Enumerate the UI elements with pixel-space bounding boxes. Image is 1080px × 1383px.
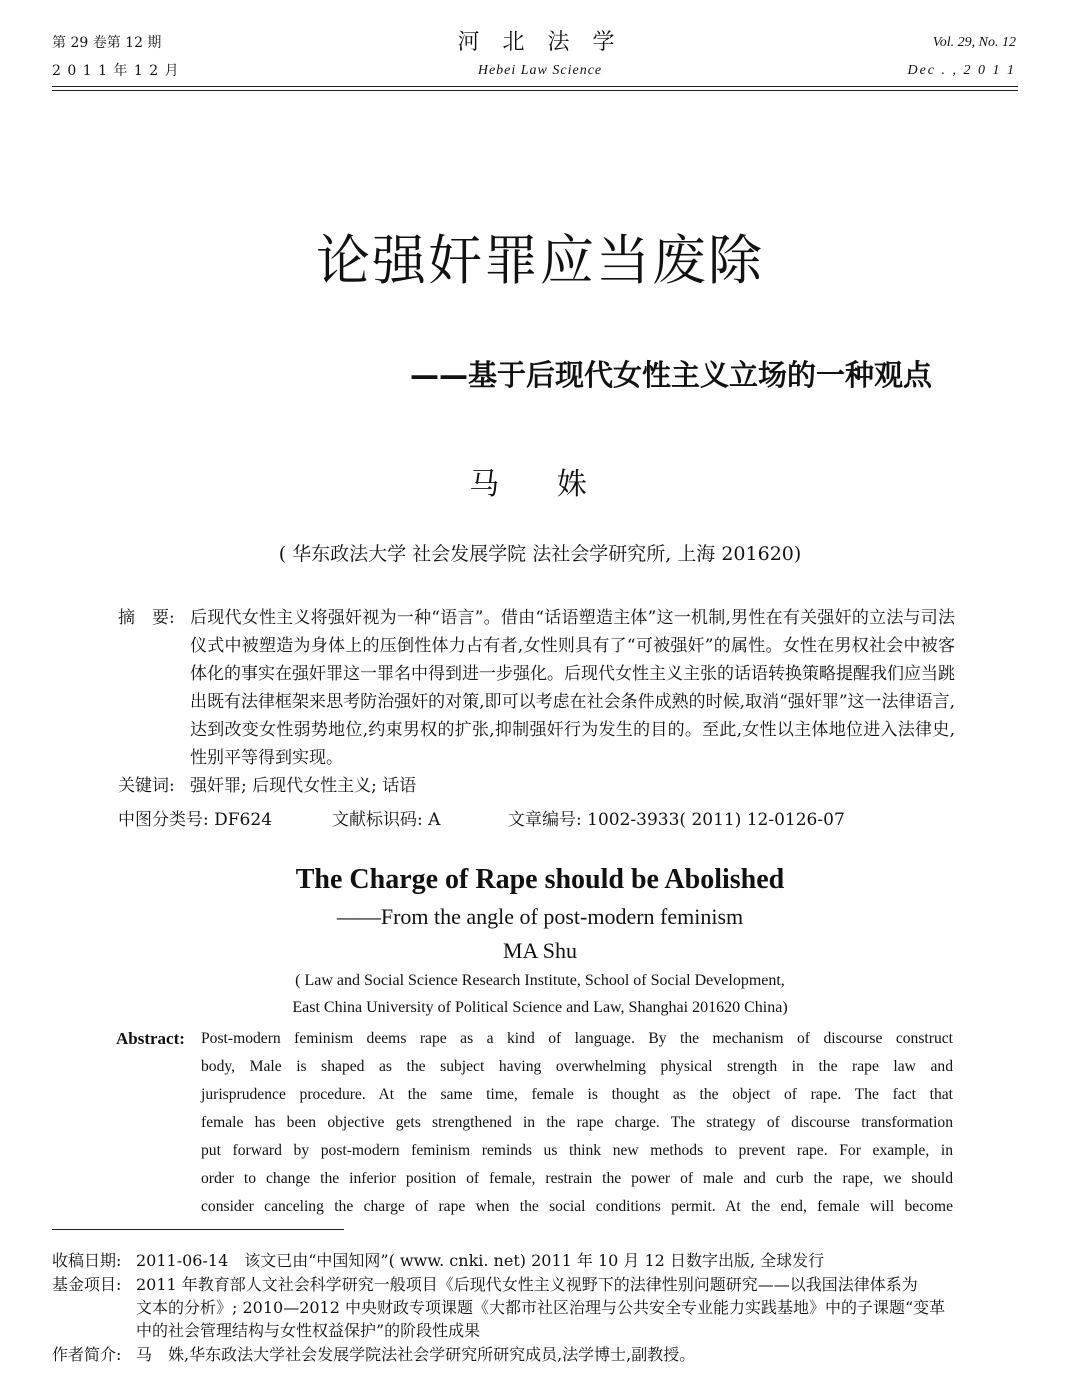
journal-title-cn: 河 北 法 学 bbox=[457, 30, 623, 55]
fund-text-line3: 中的社会管理结构与女性权益保护”的阶段性成果 bbox=[136, 1321, 481, 1340]
author-bio-text: 马 姝,华东政法大学社会发展学院法社会学研究所研究成员,法学博士,副教授。 bbox=[136, 1345, 696, 1364]
journal-title-en: Hebei Law Science bbox=[477, 63, 603, 78]
english-title: The Charge of Rape should be Abolished bbox=[295, 864, 785, 895]
english-abstract-line: body, Male is shaped as the subject having overwhelming physical strength in the rape law and bbox=[201, 1058, 953, 1075]
clc-number: 中图分类号: DF624 bbox=[118, 810, 273, 830]
english-abstract-line: order to change the inferior position of female, restrain the power of male and curb the rape, we should bbox=[201, 1170, 953, 1187]
english-abstract-text bbox=[201, 1025, 953, 1221]
header-rule-top bbox=[52, 86, 1018, 87]
english-author: MA Shu bbox=[503, 938, 577, 963]
english-affiliation-line1: ( Law and Social Science Research Institute, School of Social Development, bbox=[295, 972, 785, 989]
footnote-rule bbox=[52, 1229, 344, 1230]
received-text: 2011-06-14 该文已由“中国知网”( www. cnki. net) 2011 年 10 月 12 日数字出版, 全球发行 bbox=[136, 1251, 825, 1270]
received-label: 收稿日期: bbox=[52, 1251, 122, 1270]
keywords-text: 强奸罪; 后现代女性主义; 话语 bbox=[190, 776, 417, 796]
english-abstract-line: consider canceling the charge of rape when the social conditions permit. At the end, female will become bbox=[201, 1198, 953, 1215]
english-abstract-line: Post-modern feminism deems rape as a kind of language. By the mechanism of discourse construct bbox=[201, 1030, 953, 1047]
doc-code: 文献标识码: A bbox=[332, 810, 441, 830]
english-subtitle: ——From the angle of post-modern feminism bbox=[336, 904, 744, 929]
fund-text-line2: 文本的分析》; 2010—2012 中央财政专项课题《大都市社区治理与公共安全专业能力实践基地》中的子课题“变革 bbox=[136, 1298, 946, 1317]
english-affiliation-line2: East China University of Political Science and Law, Shanghai 201620 China) bbox=[292, 999, 788, 1016]
author-bio-label: 作者简介: bbox=[52, 1345, 122, 1364]
volume-label: Vol. 29, No. 12 bbox=[932, 35, 1016, 50]
date-en-label: Dec . , 2 0 1 1 bbox=[907, 63, 1016, 78]
english-abstract-line: put forward by post-modern feminism reminds us think new methods to prevent rape. For example, in bbox=[201, 1142, 953, 1159]
article-title: 论强奸罪应当废除 bbox=[316, 229, 764, 292]
english-abstract-line: female has been objective gets strengthened in the rape charge. The strategy of discourse transformation bbox=[201, 1114, 953, 1131]
abstract-cn-label: 摘 要: bbox=[118, 608, 175, 628]
fund-label: 基金项目: bbox=[52, 1275, 122, 1294]
date-label: 2 0 1 1 年 1 2 月 bbox=[52, 63, 180, 79]
article-author: 马 姝 bbox=[469, 467, 611, 502]
english-abstract-line: jurisprudence procedure. At the same time, female is thought as the object of rape. The fact that bbox=[201, 1086, 953, 1103]
english-abstract-label: Abstract: bbox=[116, 1029, 185, 1048]
header-rule-bottom bbox=[52, 90, 1018, 91]
keywords-label: 关键词: bbox=[118, 776, 175, 796]
article-number: 文章编号: 1002-3933( 2011) 12-0126-07 bbox=[508, 810, 845, 830]
article-subtitle: ——基于后现代女性主义立场的一种观点 bbox=[410, 358, 933, 392]
article-affiliation: ( 华东政法大学 社会发展学院 法社会学研究所, 上海 201620) bbox=[278, 543, 802, 565]
abstract-cn-text: 后现代女性主义将强奸视为一种“语言”。借由“话语塑造主体”这一机制,男性在有关强奸的立法与司法仪式中被塑造为身体上的压倒性体力占有者,女性则具有了“可被强奸”的属性。女性在男权社会中被客体化的事实在强奸罪这一罪名中得到进一步强化。后现代女性主义主张的话语转换策略提醒我们应当跳出既有法律框架来思考防治强奸的对策,即可以考虑在社会条件成熟的时候,取消“强奸罪”这一法律语言,达到改变女性弱势地位,约束男权的扩张,抑制强奸行为发生的目的。至此,女性以主体地位进入法律史,性别平等得到实现。 bbox=[190, 608, 955, 768]
fund-text-line1: 2011 年教育部人文社会科学研究一般项目《后现代女性主义视野下的法律性别问题研究——以我国法律体系为 bbox=[136, 1275, 918, 1294]
issue-label: 第 29 卷第 12 期 bbox=[52, 35, 162, 51]
